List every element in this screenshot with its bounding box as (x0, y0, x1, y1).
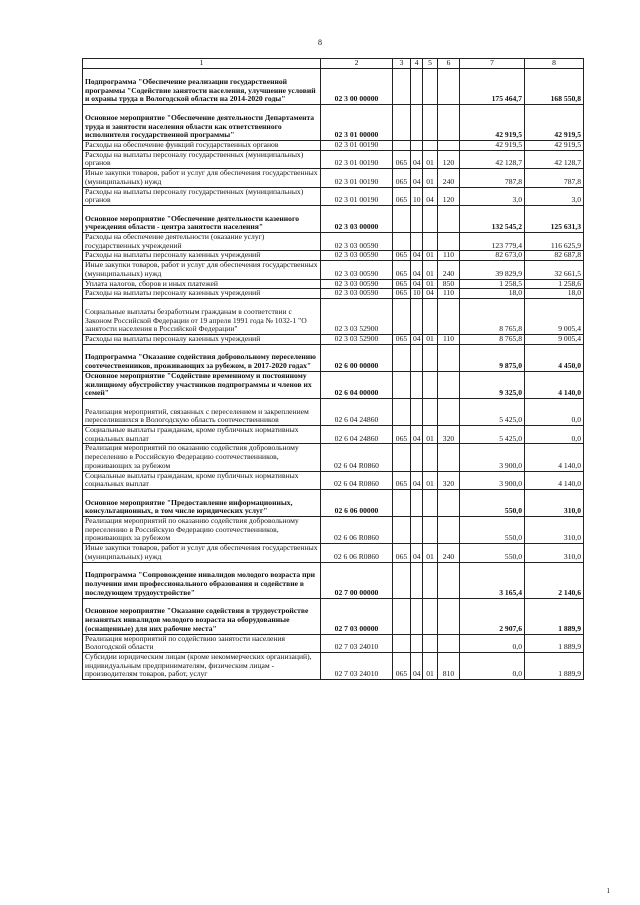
table-row (83, 187, 584, 205)
expense-type-code: 120 (438, 150, 460, 168)
ministry-code (393, 233, 411, 251)
expense-type-code: 110 (438, 251, 460, 261)
amount-2018: 8 765,8 (460, 335, 525, 345)
subsection-code (423, 562, 438, 598)
subsection-code: 01 (423, 544, 438, 562)
budget-code: 02 6 04 R0860 (321, 444, 393, 471)
subsection-code: 01 (423, 251, 438, 261)
expense-type-code (438, 105, 460, 141)
table-row (83, 444, 584, 471)
ministry-code (393, 444, 411, 471)
subsection-code (423, 444, 438, 471)
amount-2019: 125 631,3 (525, 206, 584, 233)
amount-2018: 550,0 (460, 516, 525, 543)
row-name: Основное мероприятие "Оказание содействия в трудоустройстве незанятых инвалидов молодого возраста на оборудованные (оснащенные) для них рабочие места" (83, 598, 321, 634)
budget-code: 02 3 01 00190 (321, 150, 393, 168)
subsection-code: 01 (423, 261, 438, 279)
section-code: 04 (411, 279, 423, 289)
budget-table (82, 58, 584, 680)
section-code (411, 206, 423, 233)
amount-2019: 18,0 (525, 289, 584, 299)
table-row (83, 105, 584, 141)
amount-2019: 310,0 (525, 516, 584, 543)
section-code (411, 444, 423, 471)
subsection-code (423, 634, 438, 652)
amount-2018: 0,0 (460, 653, 525, 680)
row-name: Иные закупки товаров, работ и услуг для обеспечения государственных (муниципальных) нужд (83, 261, 321, 279)
row-name: Расходы на выплаты персоналу казенных учреждений (83, 251, 321, 261)
expense-type-code (438, 598, 460, 634)
subsection-code: 01 (423, 150, 438, 168)
amount-2019: 82 687,8 (525, 251, 584, 261)
expense-type-code (438, 141, 460, 151)
budget-code: 02 6 04 24860 (321, 425, 393, 443)
amount-2018: 132 545,2 (460, 206, 525, 233)
budget-code: 02 3 03 00590 (321, 251, 393, 261)
table-row (83, 344, 584, 371)
page-number: 8 (318, 38, 322, 47)
expense-type-code: 240 (438, 544, 460, 562)
section-code: 04 (411, 251, 423, 261)
ministry-code: 065 (393, 251, 411, 261)
amount-2019: 42 919,5 (525, 105, 584, 141)
amount-2019: 1 889,9 (525, 598, 584, 634)
budget-code: 02 6 06 R0860 (321, 544, 393, 562)
row-name: Иные закупки товаров, работ и услуг для обеспечения государственных (муниципальных) нужд (83, 544, 321, 562)
expense-type-code (438, 233, 460, 251)
section-code: 04 (411, 653, 423, 680)
budget-code: 02 3 03 00590 (321, 233, 393, 251)
budget-code: 02 3 03 52900 (321, 299, 393, 335)
header-cell: 8 (525, 59, 584, 69)
budget-code: 02 7 03 00000 (321, 598, 393, 634)
expense-type-code (438, 489, 460, 516)
section-code (411, 489, 423, 516)
ministry-code: 065 (393, 169, 411, 187)
ministry-code (393, 562, 411, 598)
row-name: Социальные выплаты гражданам, кроме публичных нормативных социальных выплат (83, 425, 321, 443)
expense-type-code (438, 634, 460, 652)
expense-type-code: 320 (438, 425, 460, 443)
budget-code: 02 3 01 00190 (321, 141, 393, 151)
ministry-code (393, 69, 411, 105)
ministry-code (393, 634, 411, 652)
subsection-code (423, 105, 438, 141)
ministry-code (393, 299, 411, 335)
budget-code: 02 6 04 00000 (321, 371, 393, 398)
amount-2018: 550,0 (460, 489, 525, 516)
subsection-code (423, 344, 438, 371)
amount-2019: 0,0 (525, 425, 584, 443)
budget-code: 02 3 03 00000 (321, 206, 393, 233)
amount-2019: 2 140,6 (525, 562, 584, 598)
section-code: 04 (411, 261, 423, 279)
section-code (411, 516, 423, 543)
section-code: 04 (411, 169, 423, 187)
row-name: Подпрограмма "Обеспечение реализации государственной программы "Содействие занятости населения, улучшение условий и охраны труда в Вологодской области на 2014-2020 годы" (83, 69, 321, 105)
amount-2019: 1 258,6 (525, 279, 584, 289)
row-name: Основное мероприятие "Предоставление информационных, консультационных, в том числе юридических услуг" (83, 489, 321, 516)
subsection-code: 01 (423, 425, 438, 443)
table-row (83, 544, 584, 562)
ministry-code (393, 489, 411, 516)
row-name: Подпрограмма "Оказание содействия добровольному переселению соотечественников, проживающих за рубежом, в 2017-2020 годах" (83, 344, 321, 371)
expense-type-code: 240 (438, 169, 460, 187)
amount-2018: 175 464,7 (460, 69, 525, 105)
expense-type-code (438, 444, 460, 471)
subsection-code (423, 371, 438, 398)
amount-2019: 116 625,9 (525, 233, 584, 251)
subsection-code (423, 299, 438, 335)
section-code (411, 371, 423, 398)
expense-type-code (438, 206, 460, 233)
table-row (83, 261, 584, 279)
amount-2018: 787,8 (460, 169, 525, 187)
section-code: 04 (411, 544, 423, 562)
ministry-code: 065 (393, 471, 411, 489)
budget-code: 02 6 04 R0860 (321, 471, 393, 489)
table-row (83, 251, 584, 261)
expense-type-code: 240 (438, 261, 460, 279)
expense-type-code: 320 (438, 471, 460, 489)
section-code (411, 105, 423, 141)
row-name: Расходы на выплаты персоналу государственных (муниципальных) органов (83, 150, 321, 168)
table-row (83, 471, 584, 489)
row-name: Расходы на выплаты персоналу государственных (муниципальных) органов (83, 187, 321, 205)
budget-code: 02 3 03 00590 (321, 289, 393, 299)
header-cell: 6 (438, 59, 460, 69)
amount-2018: 42 919,5 (460, 141, 525, 151)
ministry-code: 065 (393, 653, 411, 680)
table-row (83, 598, 584, 634)
amount-2018: 550,0 (460, 544, 525, 562)
subsection-code (423, 233, 438, 251)
expense-type-code (438, 69, 460, 105)
amount-2019: 1 889,9 (525, 653, 584, 680)
budget-code: 02 3 03 52900 (321, 335, 393, 345)
row-name: Реализация мероприятий по оказанию содействия добровольному переселению в Российскую Федерацию соотечественников, проживающих за рубежом (83, 444, 321, 471)
subsection-code (423, 398, 438, 425)
amount-2018: 1 258,5 (460, 279, 525, 289)
section-code (411, 562, 423, 598)
subsection-code: 04 (423, 289, 438, 299)
subsection-code: 04 (423, 187, 438, 205)
expense-type-code: 850 (438, 279, 460, 289)
amount-2018: 18,0 (460, 289, 525, 299)
expense-type-code (438, 562, 460, 598)
amount-2019: 4 450,0 (525, 344, 584, 371)
subsection-code (423, 598, 438, 634)
budget-code: 02 3 00 00000 (321, 69, 393, 105)
section-code (411, 69, 423, 105)
table-row (83, 233, 584, 251)
ministry-code: 065 (393, 150, 411, 168)
expense-type-code: 810 (438, 653, 460, 680)
subsection-code (423, 141, 438, 151)
amount-2018: 5 425,0 (460, 425, 525, 443)
budget-code: 02 3 03 00590 (321, 279, 393, 289)
amount-2018: 3 900,0 (460, 444, 525, 471)
section-code (411, 398, 423, 425)
subsection-code (423, 516, 438, 543)
table-row (83, 289, 584, 299)
row-name: Основное мероприятие "Обеспечение деятельности казенного учреждения области - центра занятости населения" (83, 206, 321, 233)
section-code: 04 (411, 150, 423, 168)
amount-2019: 9 005,4 (525, 335, 584, 345)
amount-2019: 3,0 (525, 187, 584, 205)
table-row (83, 69, 584, 105)
budget-code: 02 6 06 R0860 (321, 516, 393, 543)
amount-2019: 4 140,0 (525, 471, 584, 489)
amount-2018: 82 673,0 (460, 251, 525, 261)
amount-2018: 5 425,0 (460, 398, 525, 425)
amount-2018: 42 128,7 (460, 150, 525, 168)
ministry-code (393, 344, 411, 371)
amount-2019: 9 005,4 (525, 299, 584, 335)
amount-2019: 0,0 (525, 398, 584, 425)
amount-2018: 2 907,6 (460, 598, 525, 634)
ministry-code (393, 598, 411, 634)
section-code (411, 299, 423, 335)
table-row (83, 150, 584, 168)
header-cell: 4 (411, 59, 423, 69)
subsection-code: 01 (423, 653, 438, 680)
ministry-code (393, 371, 411, 398)
ministry-code (393, 398, 411, 425)
section-code: 10 (411, 289, 423, 299)
table-row (83, 279, 584, 289)
table-row (83, 299, 584, 335)
amount-2018: 3 900,0 (460, 471, 525, 489)
section-code (411, 141, 423, 151)
amount-2019: 4 140,0 (525, 371, 584, 398)
section-code: 04 (411, 425, 423, 443)
subsection-code: 01 (423, 335, 438, 345)
row-name: Реализация мероприятий по оказанию содействия добровольному переселению в Российскую Федерацию соотечественников, проживающих за рубежом (83, 516, 321, 543)
header-cell: 3 (393, 59, 411, 69)
table-row (83, 489, 584, 516)
row-name: Уплата налогов, сборов и иных платежей (83, 279, 321, 289)
header-row (83, 59, 584, 69)
table-row (83, 425, 584, 443)
amount-2018: 3 165,4 (460, 562, 525, 598)
table-row (83, 141, 584, 151)
table-row (83, 398, 584, 425)
budget-code: 02 6 04 24860 (321, 398, 393, 425)
table-row (83, 335, 584, 345)
budget-code: 02 3 01 00000 (321, 105, 393, 141)
budget-code: 02 3 01 00190 (321, 169, 393, 187)
amount-2018: 9 875,0 (460, 344, 525, 371)
row-name: Расходы на обеспечение функций государственных органов (83, 141, 321, 151)
row-name: Расходы на выплаты персоналу казенных учреждений (83, 335, 321, 345)
amount-2018: 9 325,0 (460, 371, 525, 398)
corner-mark: 1 (606, 887, 610, 895)
ministry-code: 065 (393, 279, 411, 289)
header-cell: 2 (321, 59, 393, 69)
table-row (83, 516, 584, 543)
header-cell: 1 (83, 59, 321, 69)
subsection-code: 01 (423, 169, 438, 187)
expense-type-code (438, 299, 460, 335)
ministry-code (393, 516, 411, 543)
section-code: 04 (411, 335, 423, 345)
expense-type-code (438, 344, 460, 371)
amount-2019: 4 140,0 (525, 444, 584, 471)
amount-2019: 787,8 (525, 169, 584, 187)
amount-2018: 8 765,8 (460, 299, 525, 335)
amount-2018: 0,0 (460, 634, 525, 652)
amount-2018: 3,0 (460, 187, 525, 205)
amount-2019: 310,0 (525, 544, 584, 562)
section-code (411, 233, 423, 251)
expense-type-code: 110 (438, 289, 460, 299)
expense-type-code (438, 398, 460, 425)
row-name: Подпрограмма "Сопровождение инвалидов молодого возраста при получении ими профессионального образования и содействие в последующем трудоустройстве" (83, 562, 321, 598)
row-name: Расходы на выплаты персоналу казенных учреждений (83, 289, 321, 299)
ministry-code (393, 206, 411, 233)
amount-2019: 42 919,5 (525, 141, 584, 151)
amount-2018: 39 829,9 (460, 261, 525, 279)
row-name: Субсидии юридическим лицам (кроме некоммерческих организаций), индивидуальным предпринимателям, физическим лицам - производителям товаров, работ, услуг (83, 653, 321, 680)
row-name: Реализация мероприятий по содействию занятости населения Вологодской области (83, 634, 321, 652)
amount-2019: 42 128,7 (525, 150, 584, 168)
row-name: Социальные выплаты безработным гражданам в соответствии с Законом Российской Федерации от 19 апреля 1991 года № 1032-1 "О занятости населения в Российской Федерации" (83, 299, 321, 335)
subsection-code (423, 69, 438, 105)
expense-type-code (438, 371, 460, 398)
row-name: Расходы на обеспечение деятельности (оказание услуг) государственных учреждений (83, 233, 321, 251)
expense-type-code: 110 (438, 335, 460, 345)
row-name: Иные закупки товаров, работ и услуг для обеспечения государственных (муниципальных) нужд (83, 169, 321, 187)
subsection-code: 01 (423, 471, 438, 489)
expense-type-code: 120 (438, 187, 460, 205)
ministry-code: 065 (393, 187, 411, 205)
budget-code: 02 6 06 00000 (321, 489, 393, 516)
row-name: Социальные выплаты гражданам, кроме публичных нормативных социальных выплат (83, 471, 321, 489)
budget-code: 02 7 03 24010 (321, 634, 393, 652)
budget-code: 02 7 03 24010 (321, 653, 393, 680)
table-row (83, 206, 584, 233)
expense-type-code (438, 516, 460, 543)
budget-code: 02 3 01 00190 (321, 187, 393, 205)
table-row (83, 169, 584, 187)
table-row (83, 562, 584, 598)
ministry-code: 065 (393, 335, 411, 345)
ministry-code: 065 (393, 544, 411, 562)
amount-2018: 42 919,5 (460, 105, 525, 141)
row-name: Основное мероприятие "Обеспечение деятельности Департамента труда и занятости населения области как ответственного исполнителя государственной программы" (83, 105, 321, 141)
section-code: 10 (411, 187, 423, 205)
row-name: Основное мероприятие "Содействие временному и постоянному жилищному обустройству участников подпрограммы и членов их семей" (83, 371, 321, 398)
header-cell: 5 (423, 59, 438, 69)
section-code: 04 (411, 471, 423, 489)
section-code (411, 598, 423, 634)
budget-code: 02 7 00 00000 (321, 562, 393, 598)
section-code (411, 634, 423, 652)
amount-2019: 168 550,8 (525, 69, 584, 105)
ministry-code: 065 (393, 261, 411, 279)
amount-2018: 123 779,4 (460, 233, 525, 251)
ministry-code (393, 105, 411, 141)
budget-code: 02 3 03 00590 (321, 261, 393, 279)
ministry-code: 065 (393, 425, 411, 443)
subsection-code (423, 206, 438, 233)
table-row (83, 634, 584, 652)
subsection-code: 01 (423, 279, 438, 289)
ministry-code (393, 141, 411, 151)
ministry-code: 065 (393, 289, 411, 299)
section-code (411, 344, 423, 371)
amount-2019: 32 661,5 (525, 261, 584, 279)
subsection-code (423, 489, 438, 516)
table-row (83, 371, 584, 398)
table-row (83, 653, 584, 680)
amount-2019: 310,0 (525, 489, 584, 516)
budget-code: 02 6 00 00000 (321, 344, 393, 371)
row-name: Реализация мероприятий, связанных с переселением и закреплением переселившихся в Вологодскую область соотечественников (83, 398, 321, 425)
header-cell: 7 (460, 59, 525, 69)
amount-2019: 1 889,9 (525, 634, 584, 652)
